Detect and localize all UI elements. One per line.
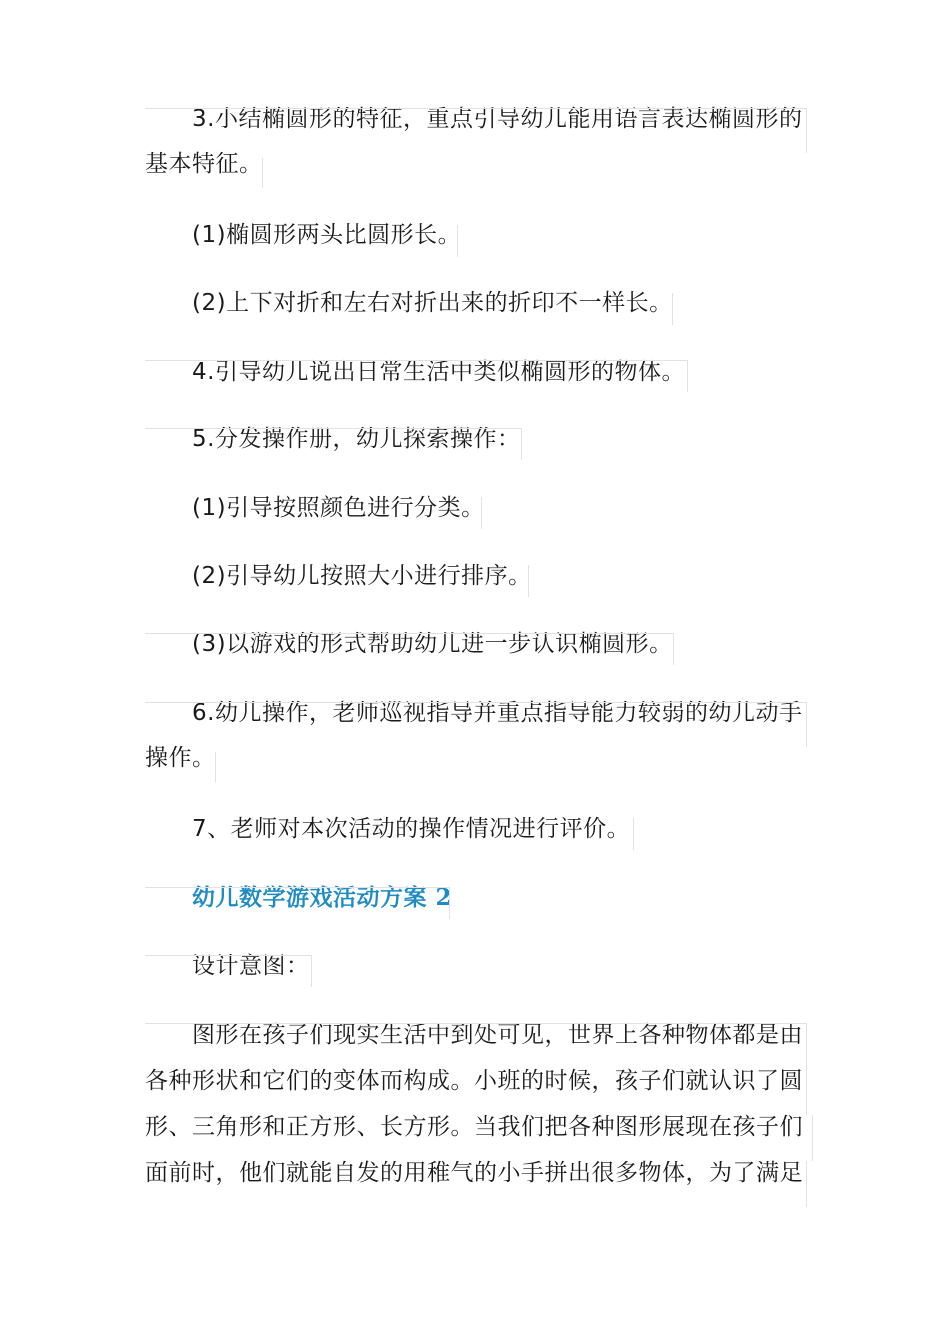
paragraph-line: 面前时，他们就能自发的用稚气的小手拼出很多物体，为了满足: [145, 1160, 803, 1186]
paragraph-operation-book: [145, 417, 520, 462]
section-heading: [145, 875, 452, 920]
paragraph-item-1: [145, 213, 461, 258]
paragraph-line: 设计意图：: [192, 953, 310, 979]
paragraph-line: 6.幼儿操作，老师巡视指导并重点指导能力较弱的幼儿动手: [192, 700, 803, 726]
paragraph-item-2: [145, 281, 673, 326]
paragraph-sort-size: [145, 554, 532, 599]
paragraph-line: 操作。: [145, 745, 216, 771]
heading-text: 幼儿数学游戏活动方案 2: [192, 884, 453, 911]
paragraph-line: 图形在孩子们现实生活中到处可见，世界上各种物体都是由: [192, 1022, 803, 1048]
paragraph-child-operation: [145, 691, 802, 781]
paragraph-game: [145, 622, 673, 667]
paragraph-line: (2)上下对折和左右对折出来的折印不一样长。: [192, 290, 673, 316]
paragraph-design-intent-label: [145, 944, 310, 989]
paragraph-line: (2)引导幼儿按照大小进行排序。: [192, 563, 532, 589]
paragraph-line: 4.引导幼儿说出日常生活中类似椭圆形的物体。: [192, 359, 685, 385]
paragraph-sort-color: [145, 486, 485, 531]
paragraph-line: 基本特征。: [145, 151, 263, 177]
paragraph-line: 各种形状和它们的变体而构成。小班的时候，孩子们就认识了圆: [145, 1068, 803, 1094]
paragraph-line: (1)引导按照颜色进行分类。: [192, 495, 485, 521]
paragraph-evaluation: [145, 807, 630, 852]
paragraph-summary-ellipse: [145, 97, 802, 187]
paragraph-line: 形、三角形和正方形、长方形。当我们把各种图形展现在孩子们: [145, 1114, 803, 1140]
paragraph-design-intent-body: [145, 1012, 803, 1196]
paragraph-daily-objects: [145, 350, 685, 395]
paragraph-line: (1)椭圆形两头比圆形长。: [192, 222, 462, 248]
paragraph-line: 5.分发操作册，幼儿探索操作：: [192, 426, 521, 452]
paragraph-line: 3.小结椭圆形的特征，重点引导幼儿能用语言表达椭圆形的: [192, 106, 803, 132]
paragraph-line: (3)以游戏的形式帮助幼儿进一步认识椭圆形。: [192, 631, 673, 657]
paragraph-line: 7、老师对本次活动的操作情况进行评价。: [192, 816, 631, 842]
